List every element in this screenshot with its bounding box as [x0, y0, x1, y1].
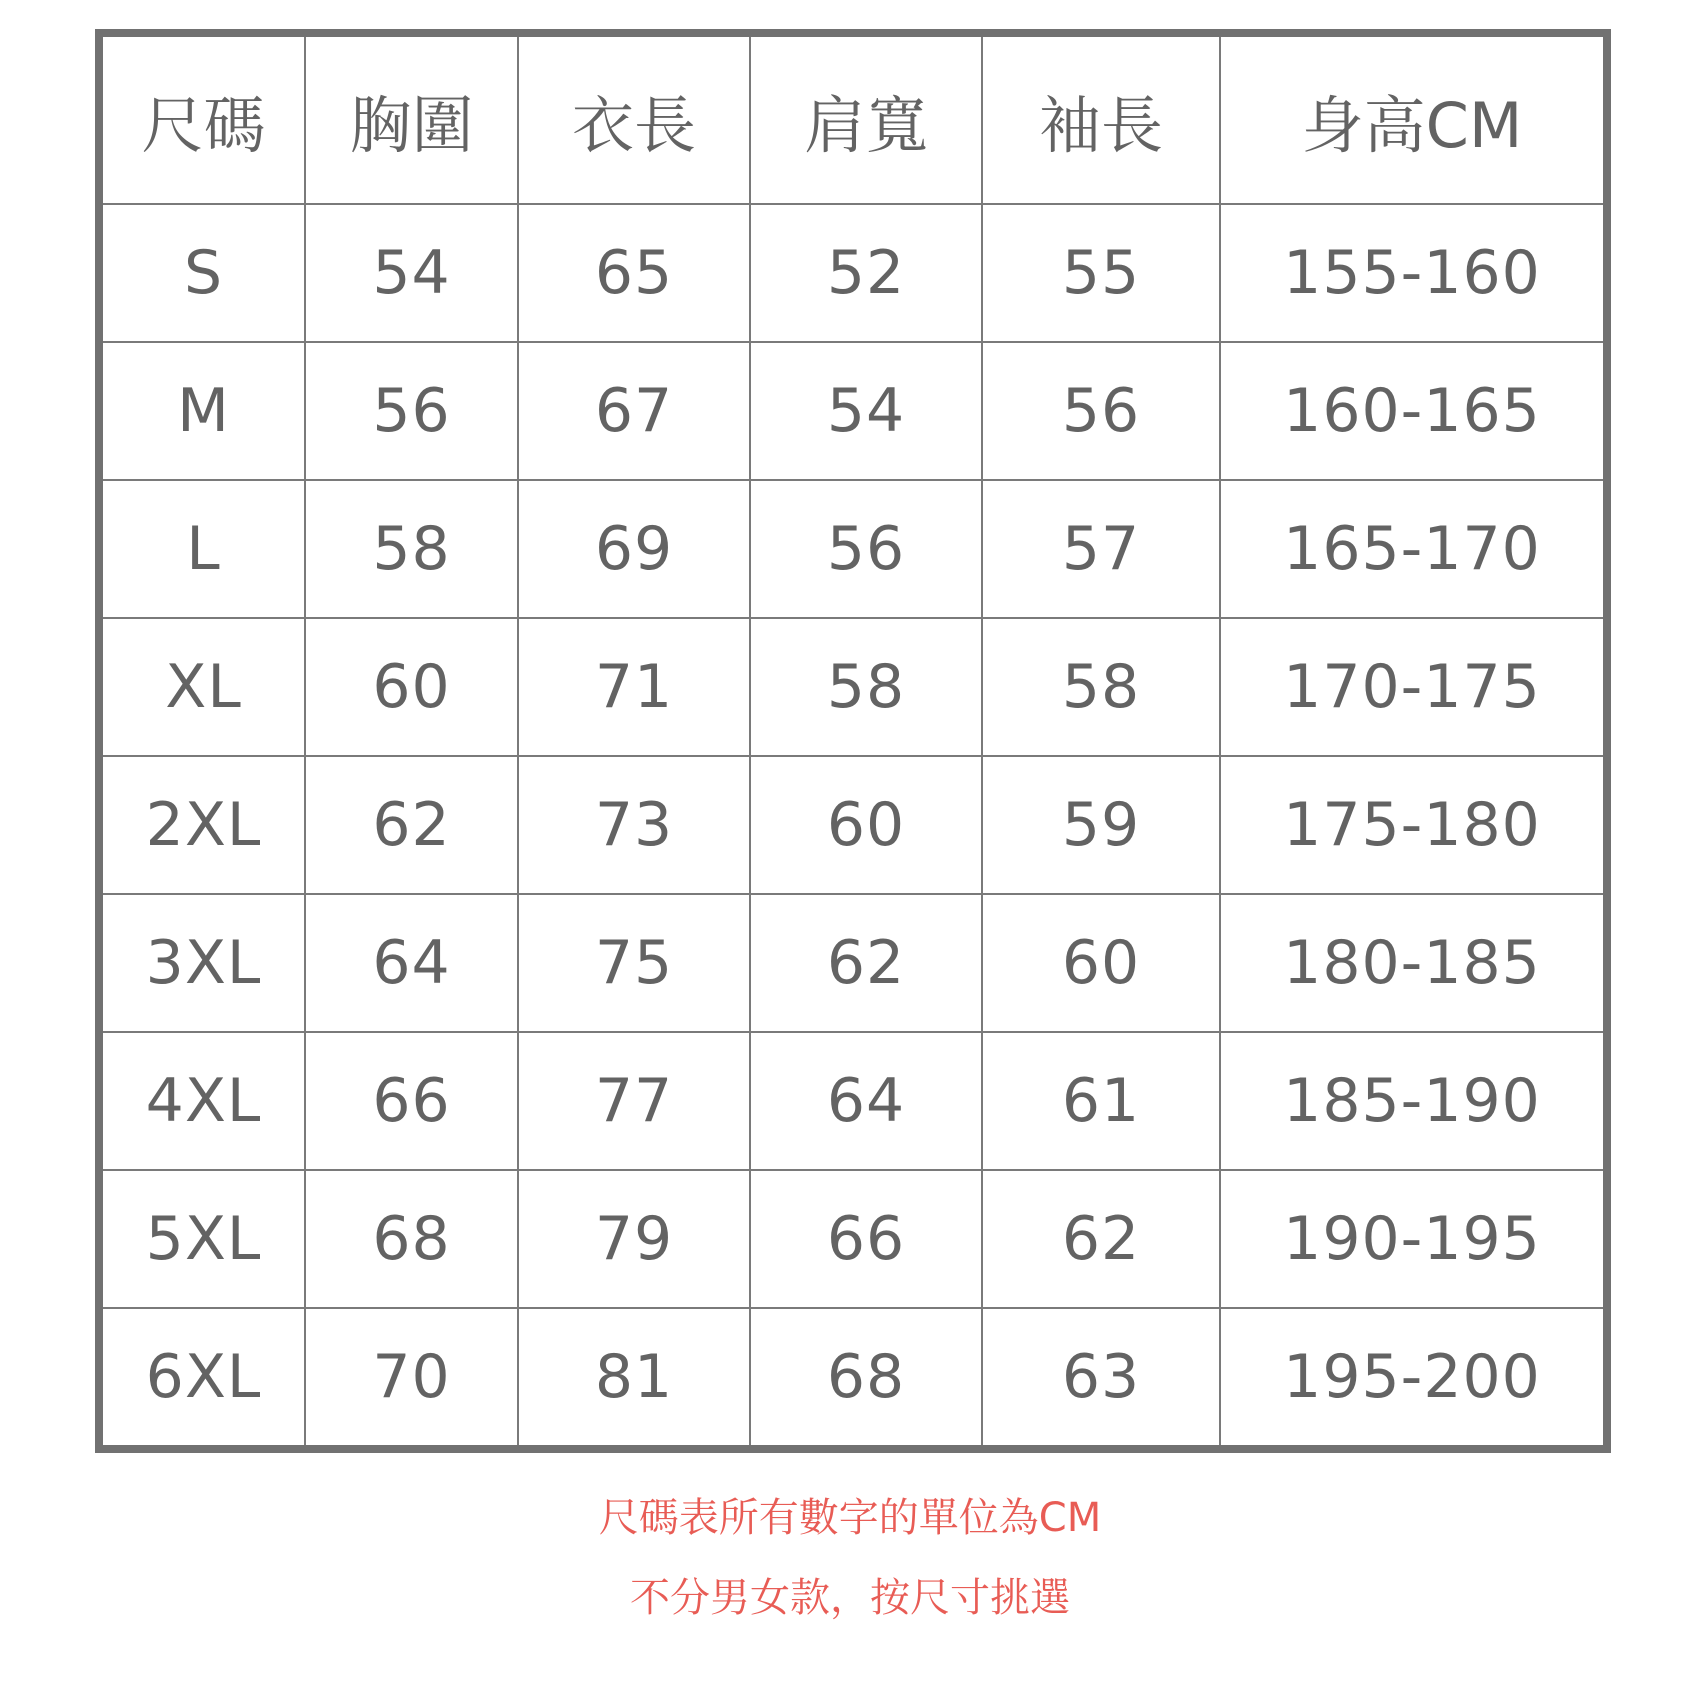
- cell-shoulder: 52: [750, 204, 982, 342]
- cell-shoulder: 54: [750, 342, 982, 480]
- cell-shoulder: 58: [750, 618, 982, 756]
- cell-sleeve: 61: [982, 1032, 1220, 1170]
- cell-sleeve: 56: [982, 342, 1220, 480]
- cell-chest: 58: [305, 480, 518, 618]
- cell-length: 67: [518, 342, 750, 480]
- cell-size: XL: [99, 618, 305, 756]
- cell-length: 81: [518, 1308, 750, 1449]
- header-height: 身高CM: [1220, 33, 1607, 204]
- size-chart-table: [95, 29, 1611, 1453]
- cell-shoulder: 66: [750, 1170, 982, 1308]
- cell-height: 155-160: [1220, 204, 1607, 342]
- cell-height: 185-190: [1220, 1032, 1607, 1170]
- table-header-row: [99, 33, 1607, 204]
- cell-shoulder: 62: [750, 894, 982, 1032]
- cell-shoulder: 60: [750, 756, 982, 894]
- cell-height: 195-200: [1220, 1308, 1607, 1449]
- table-row: [99, 204, 1607, 342]
- cell-chest: 70: [305, 1308, 518, 1449]
- cell-sleeve: 59: [982, 756, 1220, 894]
- table-row: [99, 1170, 1607, 1308]
- cell-chest: 54: [305, 204, 518, 342]
- table-body: [99, 204, 1607, 1449]
- cell-size: M: [99, 342, 305, 480]
- cell-height: 190-195: [1220, 1170, 1607, 1308]
- cell-shoulder: 56: [750, 480, 982, 618]
- cell-length: 77: [518, 1032, 750, 1170]
- table-row: [99, 618, 1607, 756]
- cell-shoulder: 64: [750, 1032, 982, 1170]
- cell-height: 180-185: [1220, 894, 1607, 1032]
- table-row: [99, 1032, 1607, 1170]
- cell-size: 2XL: [99, 756, 305, 894]
- cell-chest: 60: [305, 618, 518, 756]
- cell-size: L: [99, 480, 305, 618]
- header-sleeve: 袖長: [982, 33, 1220, 204]
- table-row: [99, 342, 1607, 480]
- cell-sleeve: 58: [982, 618, 1220, 756]
- cell-length: 73: [518, 756, 750, 894]
- cell-size: S: [99, 204, 305, 342]
- cell-chest: 56: [305, 342, 518, 480]
- header-chest: 胸圍: [305, 33, 518, 204]
- cell-sleeve: 55: [982, 204, 1220, 342]
- header-size: 尺碼: [99, 33, 305, 204]
- cell-length: 69: [518, 480, 750, 618]
- cell-chest: 64: [305, 894, 518, 1032]
- unisex-note: 不分男女款，按尺寸挑選: [630, 1575, 1070, 1621]
- cell-height: 170-175: [1220, 618, 1607, 756]
- cell-height: 160-165: [1220, 342, 1607, 480]
- cell-size: 3XL: [99, 894, 305, 1032]
- cell-chest: 68: [305, 1170, 518, 1308]
- cell-sleeve: 60: [982, 894, 1220, 1032]
- cell-size: 4XL: [99, 1032, 305, 1170]
- header-length: 衣長: [518, 33, 750, 204]
- cell-sleeve: 57: [982, 480, 1220, 618]
- table-row: [99, 894, 1607, 1032]
- cell-length: 75: [518, 894, 750, 1032]
- cell-chest: 62: [305, 756, 518, 894]
- cell-height: 165-170: [1220, 480, 1607, 618]
- cell-chest: 66: [305, 1032, 518, 1170]
- table-row: [99, 756, 1607, 894]
- table-row: [99, 1308, 1607, 1449]
- cell-length: 71: [518, 618, 750, 756]
- cell-height: 175-180: [1220, 756, 1607, 894]
- cell-shoulder: 68: [750, 1308, 982, 1449]
- cell-length: 65: [518, 204, 750, 342]
- table-row: [99, 480, 1607, 618]
- cell-sleeve: 62: [982, 1170, 1220, 1308]
- cell-size: 5XL: [99, 1170, 305, 1308]
- cell-length: 79: [518, 1170, 750, 1308]
- cell-sleeve: 63: [982, 1308, 1220, 1449]
- header-shoulder: 肩寬: [750, 33, 982, 204]
- notes: [0, 1478, 1700, 1638]
- unit-note: 尺碼表所有數字的單位為CM: [598, 1495, 1102, 1541]
- cell-size: 6XL: [99, 1308, 305, 1449]
